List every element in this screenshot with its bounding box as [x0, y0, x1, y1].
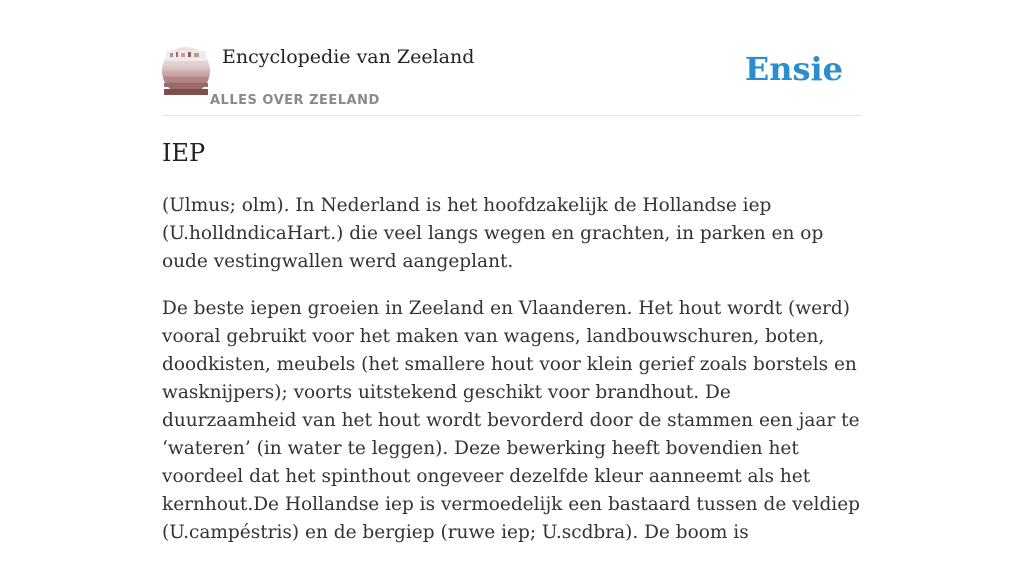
- book-stack-icon: [162, 47, 210, 95]
- site-header: [162, 0, 862, 116]
- site-avatar[interactable]: [162, 47, 210, 95]
- article-paragraph: De beste iepen groeien in Zeeland en Vlaanderen. Het hout wordt (werd) vooral gebruikt voor het maken van wagens, landbouwschuren, boten, doodkisten, meubels (het smallere hout voor klein gerief zoals borstels en wasknijpers); voorts uitstekend geschikt voor brandhout. De duurzaamheid van het hout wordt bevorderd door de stammen een jaar te ‘wateren’ (in water te leggen). Deze bewerking heeft bovendien het voordeel dat het spinthout ongeveer dezelfde kleur aanneemt als het kernhout.De Hollandse iep is vermoedelijk een bastaard tussen de veldiep (U.campéstris) en de bergiep (ruwe iep; U.scdbra). De boom is: [162, 298, 861, 543]
- page-container: [162, 0, 862, 543]
- article-title: IEP: [162, 139, 206, 167]
- site-subtitle: ALLES OVER ZEELAND: [210, 93, 380, 108]
- article-paragraph: (Ulmus; olm). In Nederland is het hoofdzakelijk de Hollandse iep (U.holldndicaHart.) die veel langs wegen en grachten, in parken en op oude vestingwallen werd aangeplant.: [162, 195, 824, 272]
- brand-logo-link[interactable]: Ensie: [744, 50, 843, 88]
- article-body: [162, 192, 862, 566]
- site-title-link[interactable]: Encyclopedie van Zeeland: [222, 46, 475, 68]
